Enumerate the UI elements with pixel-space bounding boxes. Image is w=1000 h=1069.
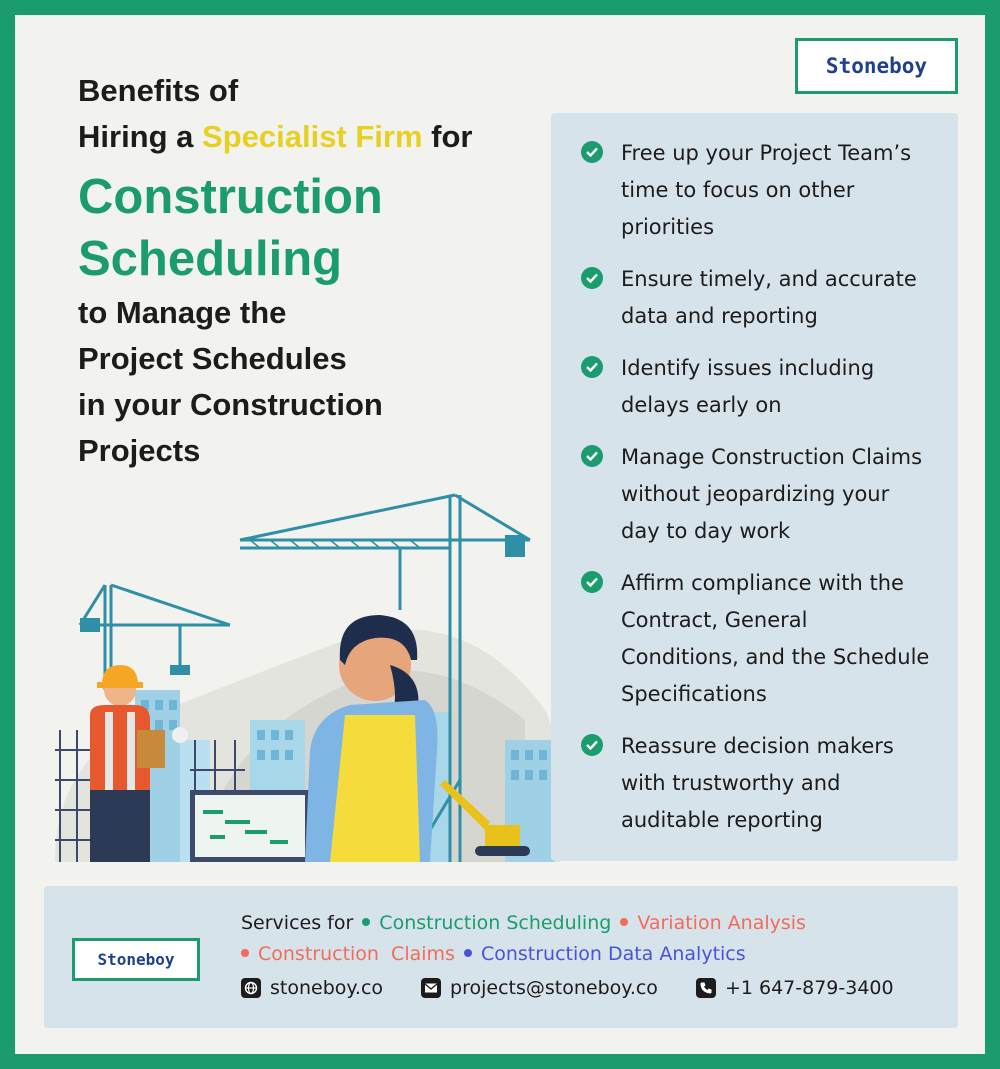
benefit-item bbox=[581, 439, 938, 550]
headline-line-2 bbox=[78, 114, 548, 160]
headline bbox=[78, 68, 548, 474]
benefit-item bbox=[581, 261, 938, 335]
stoneboy-logo-top[interactable] bbox=[795, 38, 958, 94]
logo-text: Stoneboy bbox=[97, 950, 175, 969]
benefit-text: Affirm compliance with the Contract, General Conditions, and the Schedule Specifications bbox=[621, 571, 930, 706]
headline-line-1: Benefits of bbox=[78, 73, 239, 108]
stoneboy-logo-bottom[interactable] bbox=[72, 938, 200, 981]
headline-big-2: Scheduling bbox=[78, 232, 343, 286]
benefit-text: Identify issues including delays early on bbox=[621, 356, 875, 417]
check-circle-icon bbox=[581, 734, 603, 756]
headline-line-6: Projects bbox=[78, 433, 201, 468]
headline-line-5: in your Construction bbox=[78, 387, 383, 422]
website-text: stoneboy.co bbox=[270, 977, 384, 999]
service-variation-analysis[interactable]: Variation Analysis bbox=[637, 912, 806, 934]
services-line-1 bbox=[241, 908, 941, 939]
headline-line-2-post: for bbox=[422, 119, 473, 154]
headline-line-2-pre: Hiring a bbox=[78, 119, 203, 154]
check-circle-icon bbox=[581, 445, 603, 467]
benefit-item bbox=[581, 350, 938, 424]
benefit-text: Free up your Project Team’s time to focus on other priorities bbox=[621, 141, 912, 239]
email-text: projects@stoneboy.co bbox=[450, 977, 658, 999]
headline-line-4: Project Schedules bbox=[78, 341, 347, 376]
phone-text: +1 647-879-3400 bbox=[724, 977, 894, 999]
bullet-dot-icon bbox=[241, 949, 249, 957]
bullet-dot-icon bbox=[620, 918, 628, 926]
benefit-text: Ensure timely, and accurate data and reporting bbox=[621, 267, 917, 328]
services-label: Services for bbox=[241, 912, 354, 934]
services-line-2 bbox=[241, 939, 941, 970]
footer-panel bbox=[44, 886, 958, 1028]
check-circle-icon bbox=[581, 571, 603, 593]
benefits-panel bbox=[551, 113, 958, 861]
benefit-item bbox=[581, 135, 938, 246]
phone-icon bbox=[696, 978, 716, 998]
benefit-item bbox=[581, 565, 938, 713]
logo-text: Stoneboy bbox=[825, 54, 928, 78]
service-construction-claims[interactable]: Construction Claims bbox=[258, 943, 455, 965]
contact-row bbox=[241, 977, 941, 999]
check-circle-icon bbox=[581, 141, 603, 163]
services-list bbox=[241, 908, 941, 970]
service-construction-scheduling[interactable]: Construction Scheduling bbox=[379, 912, 612, 934]
headline-big-1: Construction bbox=[78, 170, 383, 224]
benefit-text: Reassure decision makers with trustworthy and auditable reporting bbox=[621, 734, 894, 832]
check-circle-icon bbox=[581, 356, 603, 378]
contact-website[interactable] bbox=[241, 977, 383, 999]
headline-line-3: to Manage the bbox=[78, 295, 287, 330]
contact-phone[interactable] bbox=[696, 977, 894, 999]
mail-icon bbox=[421, 978, 441, 998]
service-construction-data-analytics[interactable]: Construction Data Analytics bbox=[480, 943, 746, 965]
bullet-dot-icon bbox=[362, 918, 370, 926]
check-circle-icon bbox=[581, 267, 603, 289]
benefit-item bbox=[581, 728, 938, 839]
bullet-dot-icon bbox=[464, 949, 472, 957]
benefit-text: Manage Construction Claims without jeopardizing your day to day work bbox=[621, 445, 923, 543]
contact-email[interactable] bbox=[421, 977, 658, 999]
headline-highlight: Specialist Firm bbox=[202, 119, 423, 154]
globe-icon bbox=[241, 978, 261, 998]
construction-illustration bbox=[45, 490, 565, 862]
